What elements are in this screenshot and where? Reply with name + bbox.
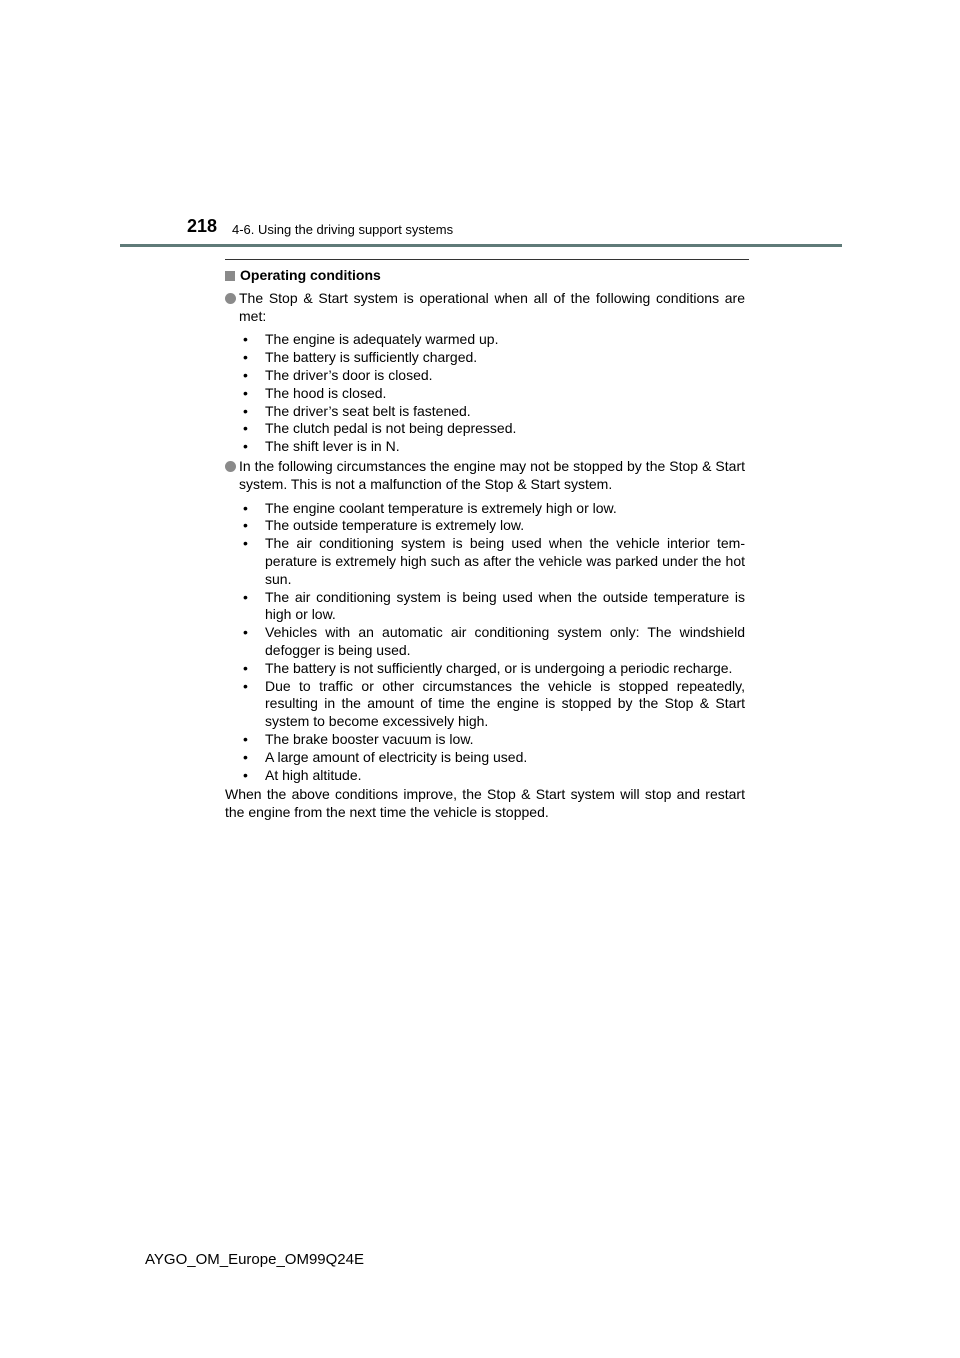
content-body — [225, 267, 745, 822]
list-item: • A large amount of electricity is being used. — [243, 748, 528, 765]
circle-bullet-icon — [225, 461, 236, 472]
list-item: • The shift lever is in N. — [243, 438, 400, 455]
list-item: • The air conditioning system is being used when the vehicle interior tem-perature is extremely high such as after the vehicle was parked under the hot sun. — [243, 535, 745, 587]
list-item: • The clutch pedal is not being depressed. — [243, 420, 517, 437]
list-item: • The driver’s door is closed. — [243, 366, 433, 383]
list-item: • The outside temperature is extremely low. — [243, 517, 525, 534]
list-item: • At high altitude. — [243, 766, 362, 783]
page-number: 218 — [187, 216, 218, 236]
list-item: • Vehicles with an automatic air conditioning system only: The windshield defogger is being used. — [243, 624, 745, 658]
list-item: • The battery is not sufficiently charged, or is undergoing a periodic recharge. — [243, 659, 733, 676]
section-title: 4-6. Using the driving support systems — [232, 222, 454, 237]
paragraph-text: In the following circumstances the engine may not be stopped by the Stop & Start system. This is not a malfunction of the Stop & Start system. — [239, 457, 745, 492]
closing-paragraph: When the above conditions improve, the Stop & Start system will stop and restart the engine from the next time the vehicle is stopped. — [225, 786, 745, 821]
header-divider — [120, 244, 842, 247]
condition-paragraph-1 — [225, 290, 745, 326]
list-item: • The engine coolant temperature is extremely high or low. — [243, 499, 617, 516]
circle-bullet-icon — [225, 293, 236, 304]
list-item: • Due to traffic or other circumstances the vehicle is stopped repeatedly, resulting in the amount of time the engine is stopped by the Stop & Start system to become excessively high. — [243, 677, 745, 730]
operational-conditions-list — [225, 331, 745, 456]
paragraph-text: The Stop & Start system is operational when all of the following conditions are met: — [239, 289, 745, 324]
list-item: • The driver’s seat belt is fastened. — [243, 402, 471, 419]
operating-conditions-heading — [225, 267, 745, 285]
non-stop-circumstances-list — [225, 500, 745, 785]
list-item: • The air conditioning system is being used when the outside temperature is high or low. — [243, 588, 745, 623]
list-item: • The battery is sufficiently charged. — [243, 349, 478, 366]
list-item: • The engine is adequately warmed up. — [243, 331, 499, 348]
document-code: AYGO_OM_Europe_OM99Q24E — [145, 1251, 364, 1268]
condition-paragraph-2 — [225, 458, 745, 494]
square-bullet-icon — [225, 271, 235, 281]
list-item: • The hood is closed. — [243, 384, 387, 401]
list-item: • The brake booster vacuum is low. — [243, 730, 474, 747]
heading-text: Operating conditions — [240, 267, 381, 283]
content-divider — [225, 259, 749, 260]
